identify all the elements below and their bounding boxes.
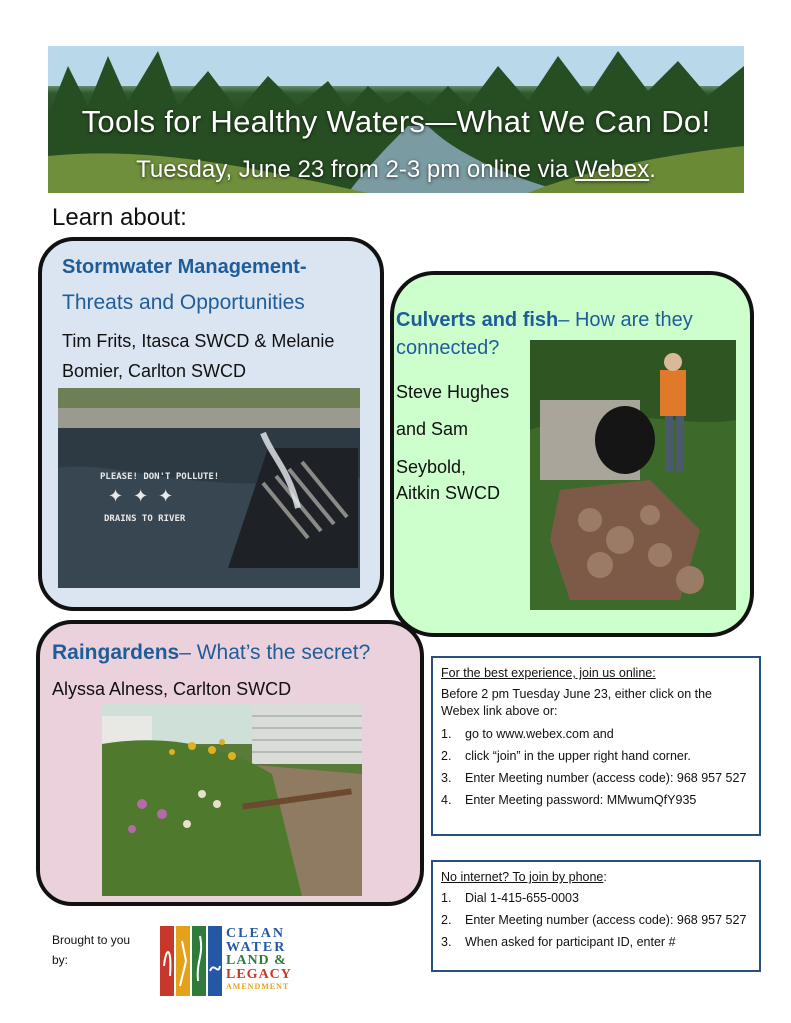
learn-about-heading: Learn about:	[52, 204, 187, 231]
raingardens-presenter: Alyssa Alness, Carlton SWCD	[52, 679, 292, 699]
logo-line2: WATER	[226, 940, 287, 955]
logo-line3: LAND &	[226, 953, 287, 968]
culverts-presenter-line3: Seybold,	[396, 457, 467, 477]
online-step: 1. go to www.webex.com and	[441, 727, 614, 741]
phone-header-line	[441, 870, 751, 884]
online-step: 4. Enter Meeting password: MMwumQfY935	[441, 793, 697, 807]
phone-header-colon: :	[603, 870, 607, 884]
banner-title: Tools for Healthy Waters—What We Can Do!	[81, 104, 711, 139]
stormwater-presenters: Tim Frits, Itasca SWCD & Melanie Bomier, Carlton SWCD	[62, 331, 335, 381]
stencil-line2: DRAINS TO RIVER	[104, 514, 186, 524]
logo-line4: LEGACY	[226, 967, 292, 982]
phone-step: 1. Dial 1-415-655-0003	[441, 891, 579, 905]
logo-line5: AMENDMENT	[226, 982, 290, 991]
stormwater-subheading: Threats and Opportunities	[62, 291, 305, 314]
culverts-presenter-line1: Steve Hughes	[396, 382, 510, 402]
webex-link[interactable]: Webex	[574, 156, 650, 183]
brought-to-you-text: Brought to you by:	[52, 933, 131, 967]
phone-steps-list	[441, 890, 751, 951]
phone-step: 3. When asked for participant ID, enter #	[441, 935, 676, 949]
stormwater-heading: Stormwater Management-	[62, 256, 307, 278]
raingarden-photo	[102, 704, 362, 896]
logo-line1: CLEAN	[226, 926, 286, 941]
storm-drain-photo	[58, 388, 360, 588]
culverts-presenter-line4: Aitkin SWCD	[396, 483, 501, 503]
stencil-line1: PLEASE! DON'T POLLUTE!	[100, 472, 220, 482]
header-banner	[48, 46, 744, 193]
culverts-presenters	[396, 374, 536, 506]
phone-step: 2. Enter Meeting number (access code): 968 957 527	[441, 913, 747, 927]
culverts-heading-rest: – How are they connected?	[396, 309, 693, 359]
online-step: 2. click “join” in the upper right hand corner.	[441, 749, 691, 763]
raingardens-heading	[52, 641, 370, 665]
phone-header: No internet? To join by phone	[441, 870, 604, 884]
banner-subtitle	[48, 156, 744, 184]
online-intro: Before 2 pm Tuesday June 23, either click on the Webex link above or:	[441, 687, 712, 718]
phone-instructions-box	[431, 860, 761, 972]
culverts-heading-bold: Culverts and fish	[396, 309, 559, 331]
raingardens-heading-rest: – What’s the secret?	[179, 641, 371, 664]
subtitle-text: Tuesday, June 23 from 2-3 pm online via	[136, 156, 575, 183]
culvert-photo	[530, 340, 736, 610]
subtitle-period: .	[649, 156, 656, 183]
fish-stencil-icon: ✦✦✦	[108, 486, 184, 506]
online-header: For the best experience, join us online:	[441, 666, 656, 680]
online-steps-list	[441, 726, 751, 809]
online-step: 3. Enter Meeting number (access code): 968 957 527	[441, 771, 747, 785]
logo-mark-icon	[160, 926, 224, 996]
culverts-presenter-line2: and Sam	[396, 419, 469, 439]
online-instructions-box	[431, 656, 761, 836]
raingardens-heading-bold: Raingardens	[52, 641, 180, 664]
